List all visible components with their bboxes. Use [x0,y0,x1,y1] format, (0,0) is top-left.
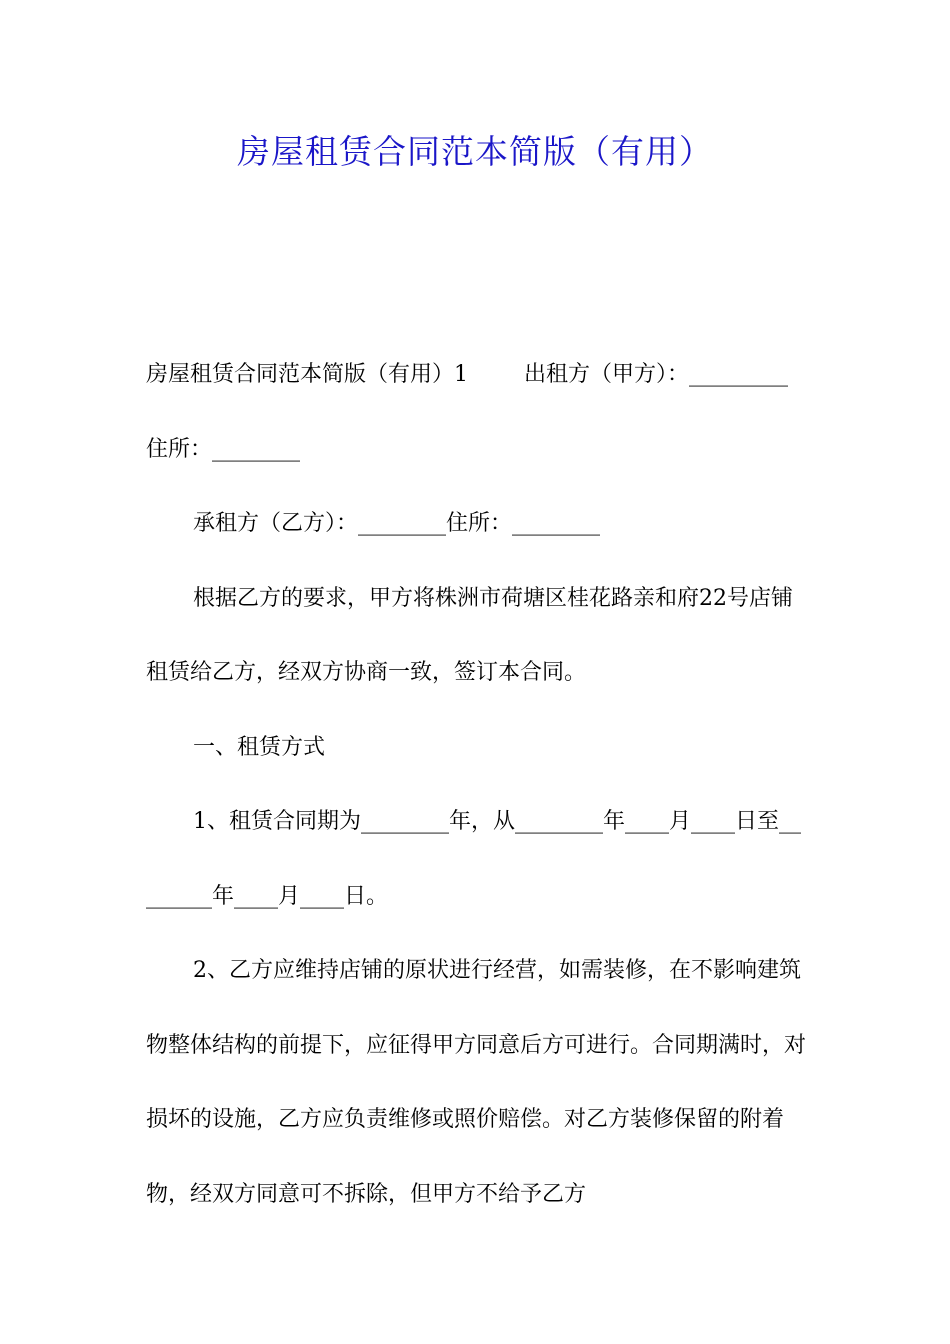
paragraph-intro-heading: 房屋租赁合同范本简版（有用）1 [146,362,468,387]
paragraph-intro-lessor: 出租方（甲方）：_________住所：________ [146,362,789,462]
document-title: 房屋租赁合同范本简版（有用） [237,132,713,171]
paragraph-basis: 根据乙方的要求，甲方将株洲市荷塘区桂花路亲和府22号店铺租赁给乙方，经双方协商一致，签订本合同。 [146,585,793,685]
section-heading-lease-method: 一、租赁方式 [193,734,326,760]
paragraph-intro [146,338,806,487]
paragraph-clause-2: 2、乙方应维持店铺的原状进行经营，如需装修，在不影响建筑物整体结构的前提下，应征得甲方同意后方可进行。合同期满时，对损坏的设施，乙方应负责维修或照价赔偿。对乙方装修保留的附着物，经双方同意可不拆除，但甲方不给予乙方 [146,958,807,1207]
paragraph-clause-1: 1、租赁合同期为________年，从________年____月____日至________年____月____日。 [146,809,801,909]
paragraph-lessee: 承租方（乙方）：________住所：________ [193,511,601,536]
document-body [146,338,806,1232]
